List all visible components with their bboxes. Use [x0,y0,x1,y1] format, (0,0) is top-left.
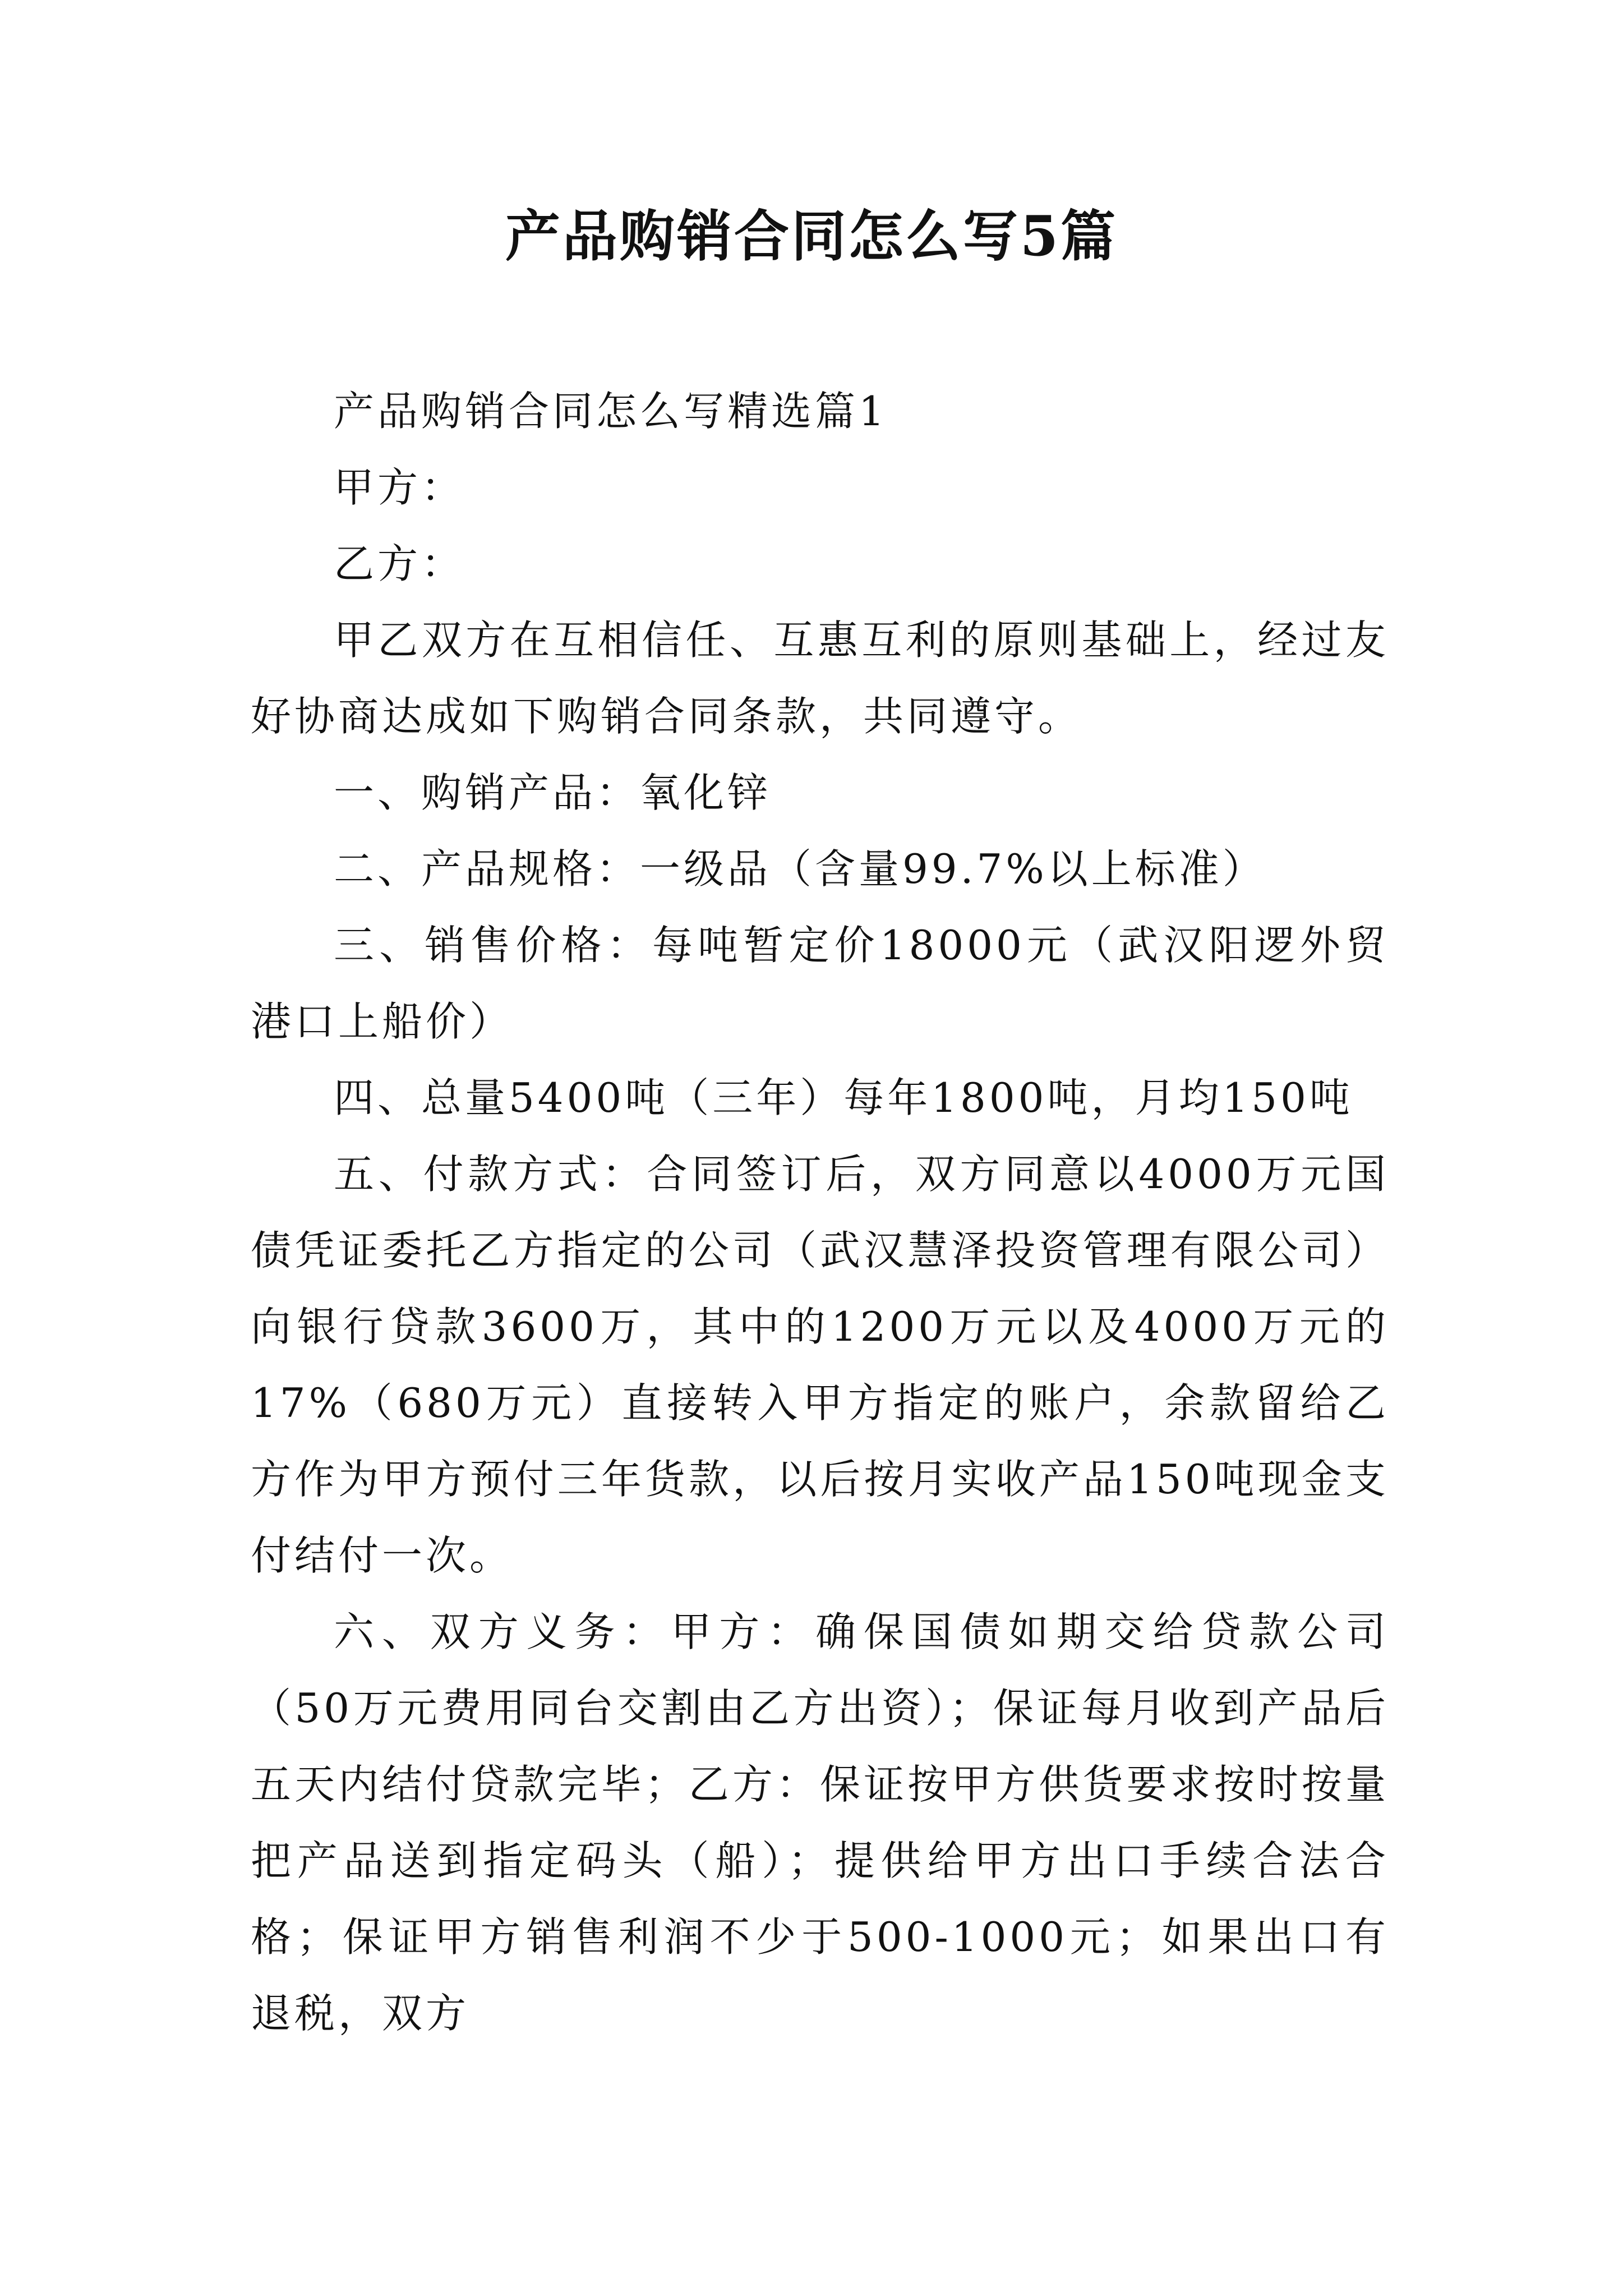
document-body [251,373,1389,2051]
section-heading: 产品购销合同怎么写精选篇1 [334,388,888,435]
clause-obligations: 六、双方义务：甲方：确保国债如期交给贷款公司（50万元费用同台交割由乙方出资）；保证每月收到产品后五天内结付贷款完毕；乙方：保证按甲方供货要求按时按量把产品送到指定码头（船）；提供给甲方出口手续合法合格；保证甲方销售利润不少于500-1000元；如果出口有退税，双方 [251,1608,1389,2037]
document-title: 产品购销合同怎么写5篇 [505,204,1118,269]
clause-price: 三、销售价格：每吨暂定价18000元（武汉阳逻外贸港口上船价） [251,922,1389,1045]
clause-specification: 二、产品规格：一级品（含量99.7%以上标准） [334,845,1266,892]
clause-payment: 五、付款方式：合同签订后，双方同意以4000万元国债凭证委托乙方指定的公司（武汉慧泽投资管理有限公司）向银行贷款3600万，其中的1200万元以及4000万元的17%（680万元）直接转入甲方指定的账户，余款留给乙方作为甲方预付三年货款，以后按月实收产品150吨现金支付结付一次。 [251,1151,1389,1579]
clause-product: 一、购销产品：氧化锌 [334,769,772,816]
clause-quantity: 四、总量5400吨（三年）每年1800吨，月均150吨 [334,1074,1353,1121]
party-a-line: 甲方： [334,464,465,511]
preamble-paragraph: 甲乙双方在互相信任、互惠互利的原则基础上，经过友好协商达成如下购销合同条款，共同遵守。 [251,616,1389,740]
party-b-line: 乙方： [334,540,465,587]
